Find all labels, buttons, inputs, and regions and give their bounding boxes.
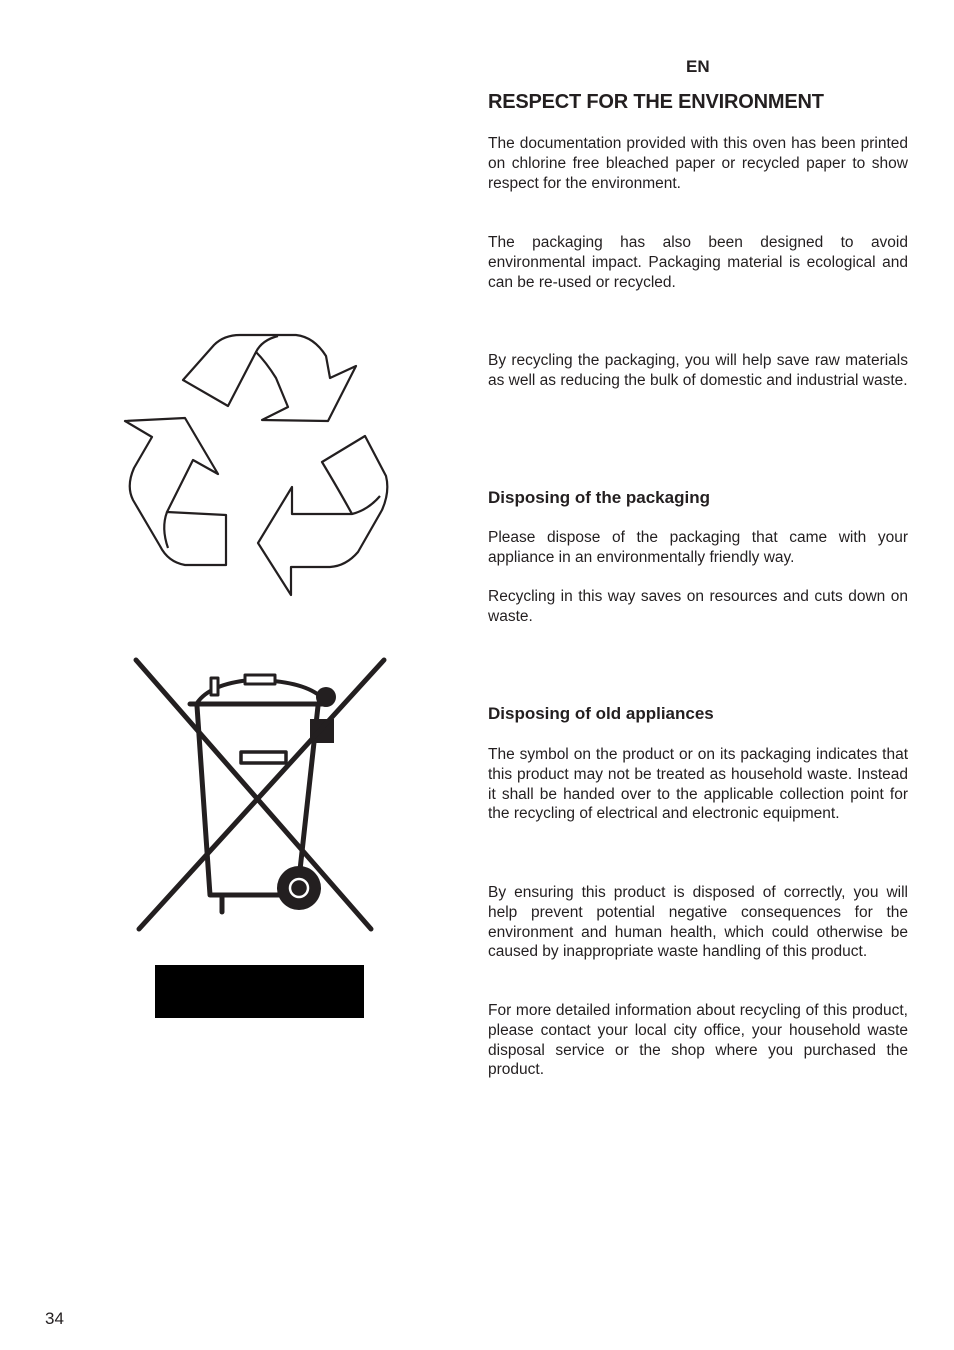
intro-paragraph-1: The documentation provided with this oven has been printed on chlorine free bleached paper or recycled paper to show respect for the environment. — [488, 135, 908, 192]
recycle-icon — [120, 325, 395, 605]
appliances-paragraph-1: The symbol on the product or on its packaging indicates that this product may not be treated as household waste. Instead it shall be handed over to the applicable collection point for the recycling of electrical and electronic equipment. — [488, 746, 908, 823]
language-code: EN — [686, 57, 710, 76]
appliances-paragraph-2: By ensuring this product is disposed of correctly, you will help prevent potential negative consequences for the environment and human health, which could otherwise be caused by inappropriate waste handling of this product. — [488, 884, 908, 961]
packaging-paragraph-2: Recycling in this way saves on resources and cuts down on waste. — [488, 588, 908, 625]
black-bar — [155, 965, 364, 1018]
intro-paragraph-3: By recycling the packaging, you will help save raw materials as well as reducing the bulk of domestic and industrial waste. — [488, 352, 908, 389]
packaging-paragraph-1: Please dispose of the packaging that came with your appliance in an environmentally friendly way. — [488, 529, 908, 566]
packaging-heading: Disposing of the packaging — [488, 488, 710, 507]
page-title: RESPECT FOR THE ENVIRONMENT — [488, 91, 824, 113]
crossed-out-wheelie-bin-icon — [130, 655, 390, 940]
page-number: 34 — [45, 1309, 64, 1328]
intro-paragraph-2: The packaging has also been designed to avoid environmental impact. Packaging material is ecological and can be re-used or recycled. — [488, 234, 908, 291]
appliances-paragraph-3: For more detailed information about recycling of this product, please contact your local city office, your household waste disposal service or the shop where you purchased the product. — [488, 1002, 908, 1079]
appliances-heading: Disposing of old appliances — [488, 704, 714, 723]
